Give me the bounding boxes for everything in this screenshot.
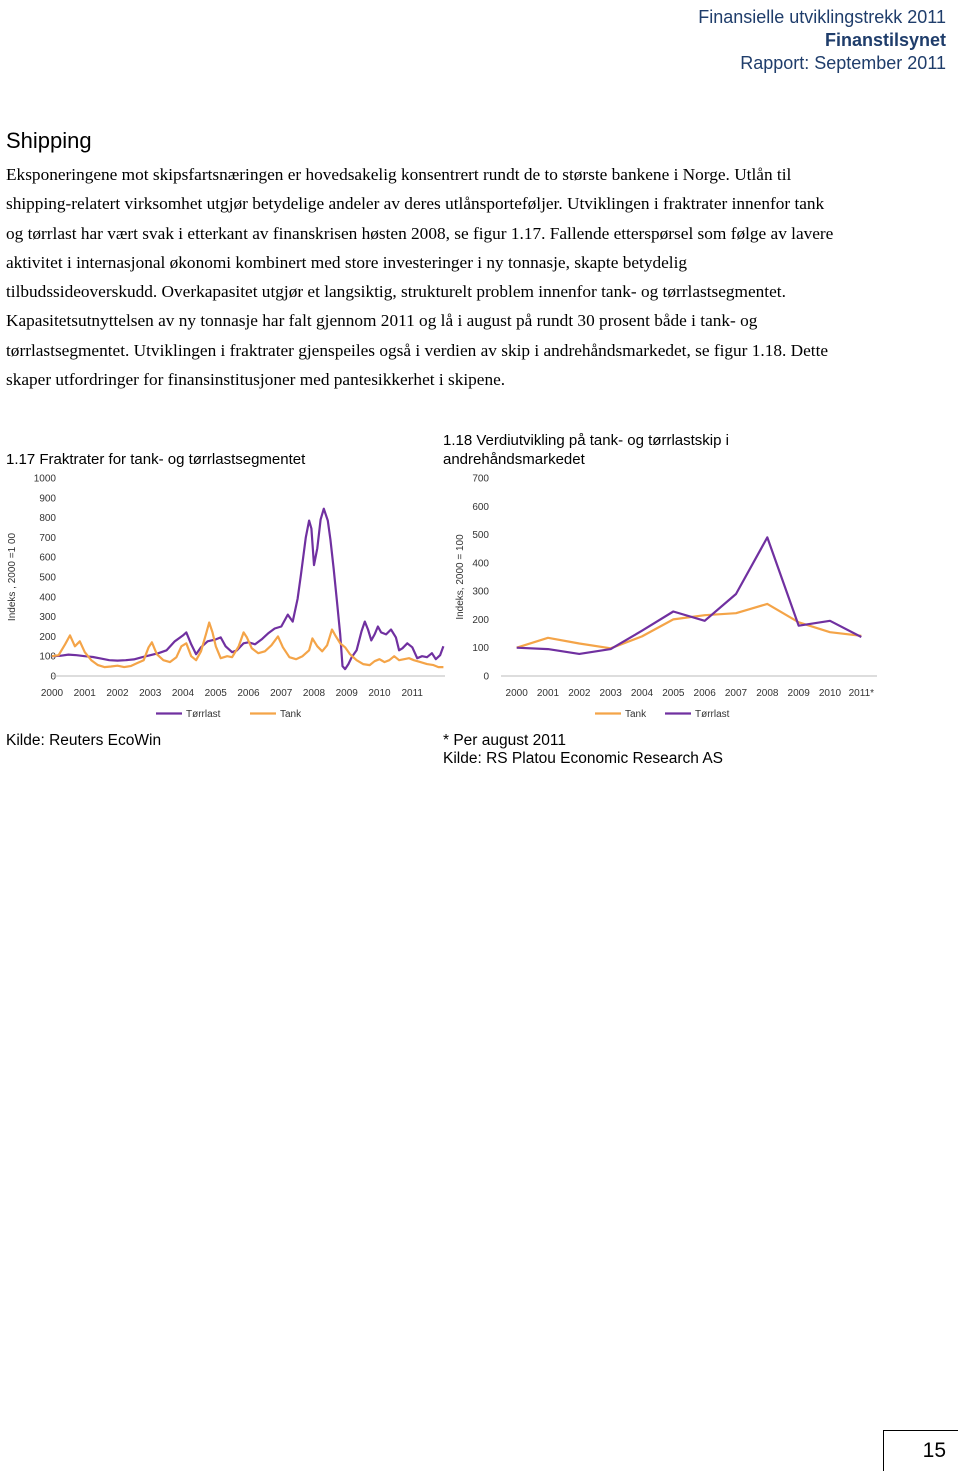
x-tick-label: 2006 — [693, 688, 716, 699]
y-tick-label: 700 — [472, 473, 489, 485]
y-tick-label: 900 — [39, 493, 56, 505]
header-line-1: Finansielle utviklingstrekk 2011 — [698, 7, 946, 27]
x-tick-label: 2008 — [302, 688, 326, 699]
x-tick-label: 2003 — [599, 688, 622, 699]
x-tick-label: 2008 — [756, 688, 779, 699]
y-tick-label: 300 — [472, 586, 489, 598]
y-tick-label: 500 — [472, 530, 489, 542]
legend-label-tank: Tank — [625, 709, 647, 720]
legend-label-torrlast: Tørrlast — [695, 709, 730, 720]
y-tick-label: 200 — [472, 614, 489, 626]
x-tick-label: 2010 — [818, 688, 842, 699]
x-tick-label: 2005 — [662, 688, 685, 699]
x-tick-label: 2007 — [270, 688, 293, 699]
y-tick-label: 400 — [39, 592, 56, 604]
legend-label-tank: Tank — [280, 709, 302, 720]
y-tick-label: 400 — [472, 558, 489, 570]
x-tick-label: 2004 — [171, 688, 195, 699]
x-tick-label: 2004 — [630, 688, 654, 699]
x-tick-label: 2010 — [368, 688, 391, 699]
x-tick-label: 2011* — [848, 688, 875, 699]
figure-118-note: * Per august 2011 — [443, 732, 566, 749]
x-tick-label: 2009 — [787, 688, 810, 699]
y-tick-label: 500 — [39, 572, 56, 584]
page-number: 15 — [922, 1439, 946, 1462]
y-tick-label: 100 — [472, 643, 489, 655]
x-tick-label: 2007 — [724, 688, 748, 699]
x-tick-label: 2006 — [237, 688, 260, 699]
y-tick-label: 300 — [39, 612, 56, 624]
y-tick-label: 0 — [50, 671, 56, 683]
figure-118-caption-line-1: 1.18 Verdiutvikling på tank- og tørrlastskip i — [443, 432, 729, 449]
x-tick-label: 2001 — [73, 688, 96, 699]
figure-118-source: Kilde: RS Platou Economic Research AS — [443, 750, 723, 767]
figure-117-chart — [0, 470, 440, 730]
x-tick-label: 2011 — [401, 688, 424, 699]
section-title: Shipping — [6, 128, 92, 153]
x-tick-label: 2005 — [204, 688, 227, 699]
y-tick-label: 800 — [39, 513, 56, 525]
figure-118-caption-line-2: andrehåndsmarkedet — [443, 451, 585, 468]
report-header — [698, 6, 946, 75]
x-tick-label: 2001 — [536, 688, 560, 699]
y-tick-label: 1000 — [33, 473, 56, 485]
figure-117-source: Kilde: Reuters EcoWin — [6, 732, 162, 749]
y-tick-label: 600 — [472, 501, 489, 513]
y-axis-label: Indeks , 2000 =1 00 — [7, 532, 18, 622]
section-body: Eksponeringene mot skipsfartsnæringen er hovedsakelig konsentrert rundt de to største bankene i Norge. Utlån til shipping-relatert virksomhet utgjør betydelige andeler av deres utlånsporteføljer. Utviklingen i fraktrater innenfor tank og tørrlast har vært svak i etterkant av finanskrisen høsten 2008, se figur 1.17. Fallende etterspørsel som følge av lavere aktivitet i internasjonal økonomi kombinert med store investeringer i ny tonnasje, skapte betydelig tilbudssideoverskudd. Overkapasitet utgjør et langsiktig, strukturelt problem innenfor tank- og tørrlastsegmentet. Kapasitetsutnyttelsen av ny tonnasje har falt gjennom 2011 og lå i august på rundt 30 prosent både i tank- og tørrlastsegmentet. Utviklingen i fraktrater gjenspeiles også i verdien av skip i andrehåndsmarkedet, se figur 1.18. Dette skaper utfordringer for finansinstitusjoner med pantesikkerhet i skipene. — [6, 165, 834, 390]
figure-118-chart — [440, 470, 880, 730]
x-tick-label: 2000 — [505, 688, 528, 699]
page-number-box — [883, 1430, 958, 1471]
x-tick-label: 2003 — [139, 688, 162, 699]
legend-label-torrlast: Tørrlast — [186, 709, 221, 720]
figure-118-caption — [443, 431, 729, 469]
x-tick-label: 2002 — [568, 688, 591, 699]
header-report-date: Rapport: September 2011 — [740, 53, 946, 73]
series-line-tank — [517, 604, 862, 648]
y-tick-label: 200 — [39, 631, 56, 643]
header-org-name: Finanstilsynet — [824, 30, 946, 50]
y-tick-label: 100 — [39, 651, 56, 663]
x-tick-label: 2009 — [335, 688, 358, 699]
y-tick-label: 0 — [483, 671, 489, 683]
x-tick-label: 2000 — [40, 688, 64, 699]
y-axis-label: Indeks, 2000 = 100 — [455, 534, 466, 620]
figure-117-caption: 1.17 Fraktrater for tank- og tørrlastsegmentet — [6, 451, 306, 468]
x-tick-label: 2002 — [106, 688, 129, 699]
series-line-torrlast — [52, 509, 443, 669]
y-tick-label: 600 — [39, 552, 56, 564]
y-tick-label: 700 — [39, 532, 56, 544]
series-line-torrlast — [517, 537, 862, 654]
